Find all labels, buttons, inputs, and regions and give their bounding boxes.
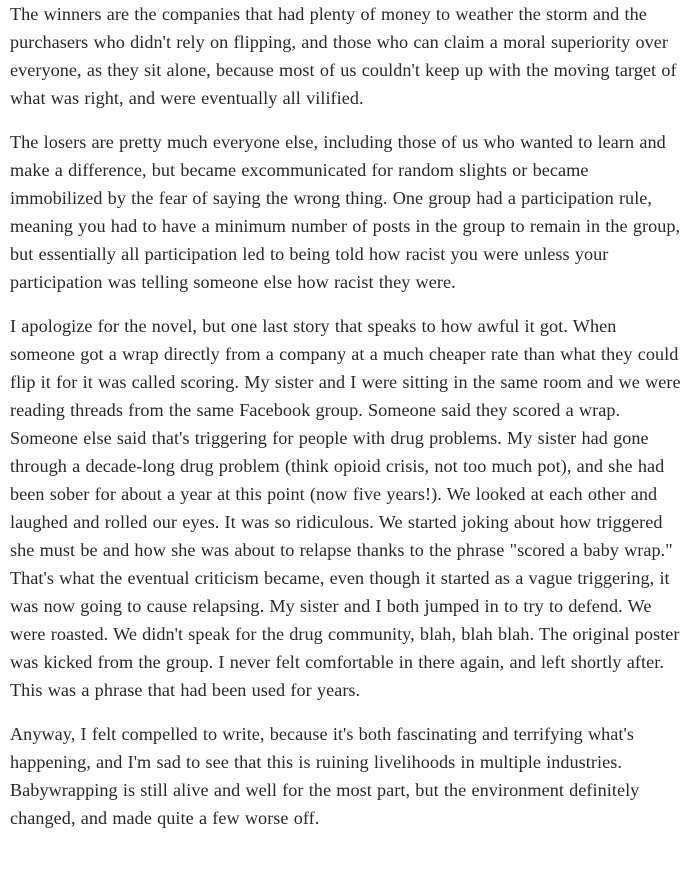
paragraph-scoring-story: I apologize for the novel, but one last story that speaks to how awful it got. When someone got a wrap directly from a company at a much cheaper rate than what they could flip it for it was called scoring. My sister and I were sitting in the same room and we were reading threads from the same Facebook group. Someone said they scored a wrap. Someone else said that's triggering for people with drug problems. My sister had gone through a decade-long drug problem (think opioid crisis, not too much pot), and she had been sober for about a year at this point (now five years!). We looked at each other and laughed and rolled our eyes. It was so ridiculous. We started joking about how triggered she must be and how she was about to relapse thanks to the phrase "scored a baby wrap." That's what the eventual criticism became, even though it started as a vague triggering, it was now going to cause relapsing. My sister and I both jumped in to try to defend. We were roasted. We didn't speak for the drug community, blah, blah blah. The original poster was kicked from the group. I never felt comfortable in there again, and left shortly after. This was a phrase that had been used for years. bbox=[10, 316, 681, 700]
paragraph-losers: The losers are pretty much everyone else, including those of us who wanted to learn and make a difference, but became excommunicated for random slights or became immobilized by the fear of saying the wrong thing. One group had a participation rule, meaning you had to have a minimum number of posts in the group to remain in the group, but essentially all participation led to being told how racist you were unless your participation was telling someone else how racist they were. bbox=[10, 132, 681, 292]
article-body bbox=[10, 0, 682, 848]
paragraph-conclusion: Anyway, I felt compelled to write, because it's both fascinating and terrifying what's happening, and I'm sad to see that this is ruining livelihoods in multiple industries. Babywrapping is still alive and well for the most part, but the environment definitely changed, and made quite a few worse off. bbox=[10, 724, 640, 828]
paragraph-winners: The winners are the companies that had plenty of money to weather the storm and the purchasers who didn't rely on flipping, and those who can claim a moral superiority over everyone, as they sit alone, because most of us couldn't keep up with the moving target of what was right, and were eventually all vilified. bbox=[10, 4, 677, 108]
